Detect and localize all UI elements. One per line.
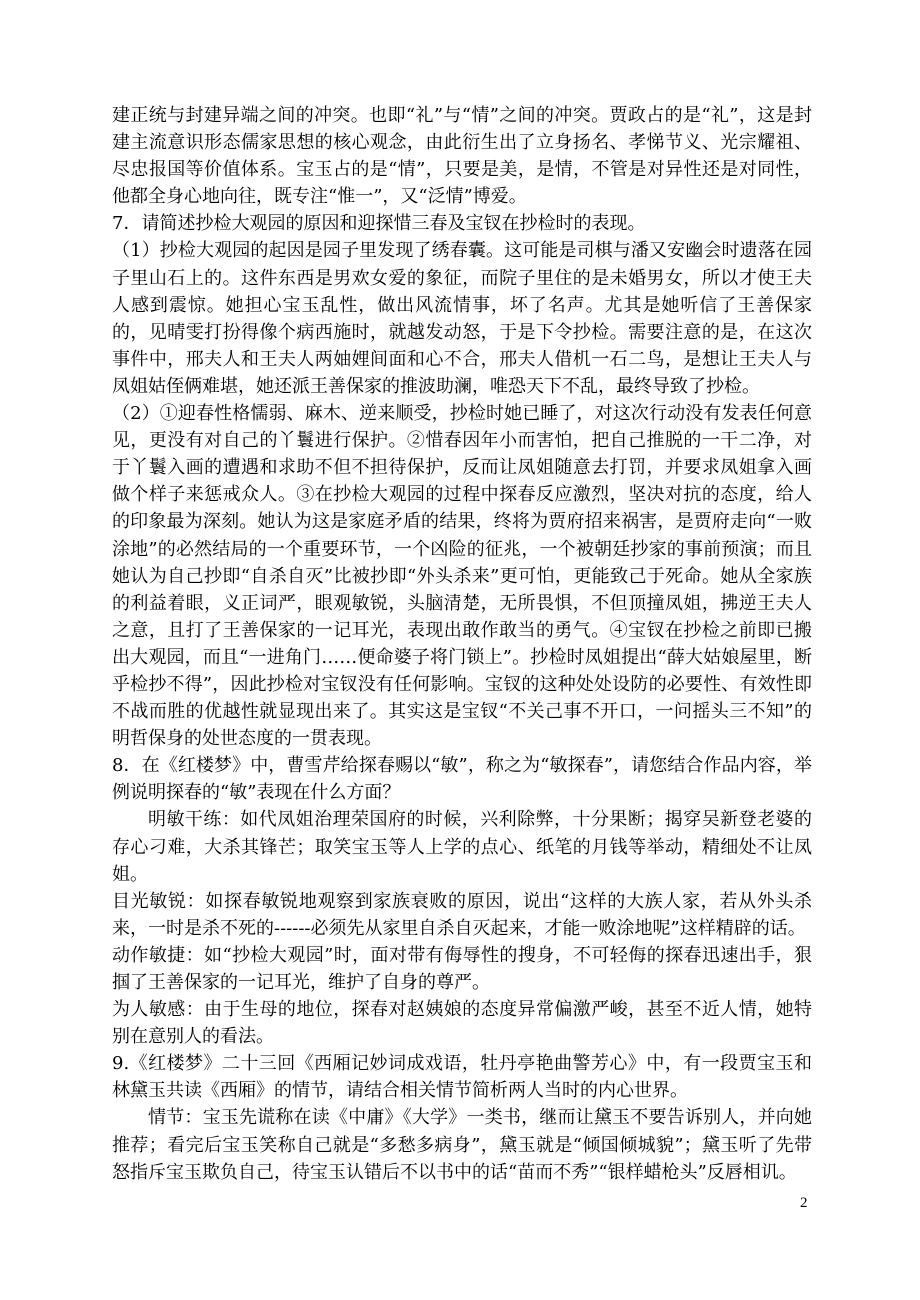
question-heading: 7．请简述抄检大观园的原因和迎探惜三春及宝钗在抄检时的表现。 (112, 213, 646, 235)
page-number: 2 (800, 1195, 808, 1211)
paragraph: （1）抄检大观园的起因是园子里发现了绣春囊。这可能是司棋与潘又安幽会时遗落在园子里山石上的。这件东西是男欢女爱的象征，而院子里住的是未婚男女，所以才使王夫人感到震惊。她担心宝玉乱性，做出风流情事，坏了名声。尤其是她听信了王善保家的，见晴雯打扮得像个病西施时，就越发动怒，于是下令抄检。需要注意的是，在这次事件中，邢夫人和王夫人两妯娌间面和心不合，邢夫人借机一石二鸟，是想让王夫人与凤姐姑侄俩难堪，她还派王善保家的推波助澜，唯恐天下不乱，最终导致了抄检。 (112, 240, 812, 397)
paragraph: 情节：宝玉先谎称在读《中庸》《大学》一类书，继而让黛玉不要告诉别人，并向她推荐；看完后宝玉笑称自己就是“多愁多病身”，黛玉就是“倾国倾城貌”；黛玉听了先带怒指斥宝玉欺负自己，待宝玉认错后不以书中的话“苗而不秀”“银样蜡枪头”反唇相讥。 (112, 1107, 812, 1183)
question-heading: 8．在《红楼梦》中，曹雪芹给探春赐以“敏”，称之为“敏探春”，请您结合作品内容，举例说明探春的“敏”表现在什么方面？ (112, 755, 812, 804)
paragraph: 目光敏锐：如探春敏锐地观察到家族衰败的原因，说出“这样的大族人家，若从外头杀来，一时是杀不死的------必须先从家里自杀自灭起来，才能一败涂地呢”这样精辟的话。 (112, 890, 812, 939)
paragraph: 动作敏捷：如“抄检大观园”时，面对带有侮辱性的搜身，不可轻侮的探春迅速出手，狠掴了王善保家的一记耳光，维护了自身的尊严。 (112, 944, 812, 993)
document-body (112, 102, 812, 1186)
paragraph: 建正统与封建异端之间的冲突。也即“礼”与“情”之间的冲突。贾政占的是“礼”，这是封建主流意识形态儒家思想的核心观念，由此衍生出了立身扬名、孝悌节义、光宗耀祖、尽忠报国等价值体系。宝玉占的是“情”，只要是美，是情，不管是对异性还是对同性，他都全身心地向往，既专注“惟一”，又“泛情”博爱。 (112, 105, 812, 208)
paragraph: 明敏干练：如代凤姐治理荣国府的时候，兴利除弊，十分果断；揭穿吴新登老婆的存心刁难，大杀其锋芒；取笑宝玉等人上学的点心、纸笔的月钱等举动，精细处不让凤姐。 (112, 809, 812, 885)
paragraph: 为人敏感：由于生母的地位，探春对赵姨娘的态度异常偏激严峻，甚至不近人情，她特别在意别人的看法。 (112, 999, 812, 1048)
paragraph: （2）①迎春性格懦弱、麻木、逆来顺受，抄检时她已睡了，对这次行动没有发表任何意见，更没有对自己的丫鬟进行保护。②惜春因年小而害怕，把自己推脱的一干二净，对于丫鬟入画的遭遇和求助不但不担待保护，反而让凤姐随意去打罚，并要求凤姐拿入画做个样子来惩戒众人。③在抄检大观园的过程中探春反应激烈，坚决对抗的态度，给人的印象最为深刻。她认为这是家庭矛盾的结果，终将为贾府招来祸害，是贾府走向“一败涂地”的必然结局的一个重要环节，一个凶险的征兆，一个被朝廷抄家的事前预演；而且她认为自己抄即“自杀自灭”比被抄即“外头杀来”更可怕，更能致己于死命。她从全家族的利益着眼，义正词严，眼观敏锐，头脑清楚，无所畏惧，不但顶撞凤姐，拂逆王夫人之意，且打了王善保家的一记耳光，表现出敢作敢当的勇气。④宝钗在抄检之前即已搬出大观园，而且“一进角门……便命婆子将门锁上”。抄检时凤姐提出“薛大姑娘屋里，断乎检抄不得”，因此抄检对宝钗没有任何影响。宝钗的这种处处设防的必要性、有效性即不战而胜的优越性就显现出来了。其实这是宝钗“不关己事不开口，一问摇头三不知”的明哲保身的处世态度的一贯表现。 (112, 403, 812, 750)
question-heading: 9.《红楼梦》二十三回《西厢记妙词成戏语，牡丹亭艳曲警芳心》中，有一段贾宝玉和林黛玉共读《西厢》的情节，请结合相关情节简析两人当时的内心世界。 (112, 1053, 812, 1102)
